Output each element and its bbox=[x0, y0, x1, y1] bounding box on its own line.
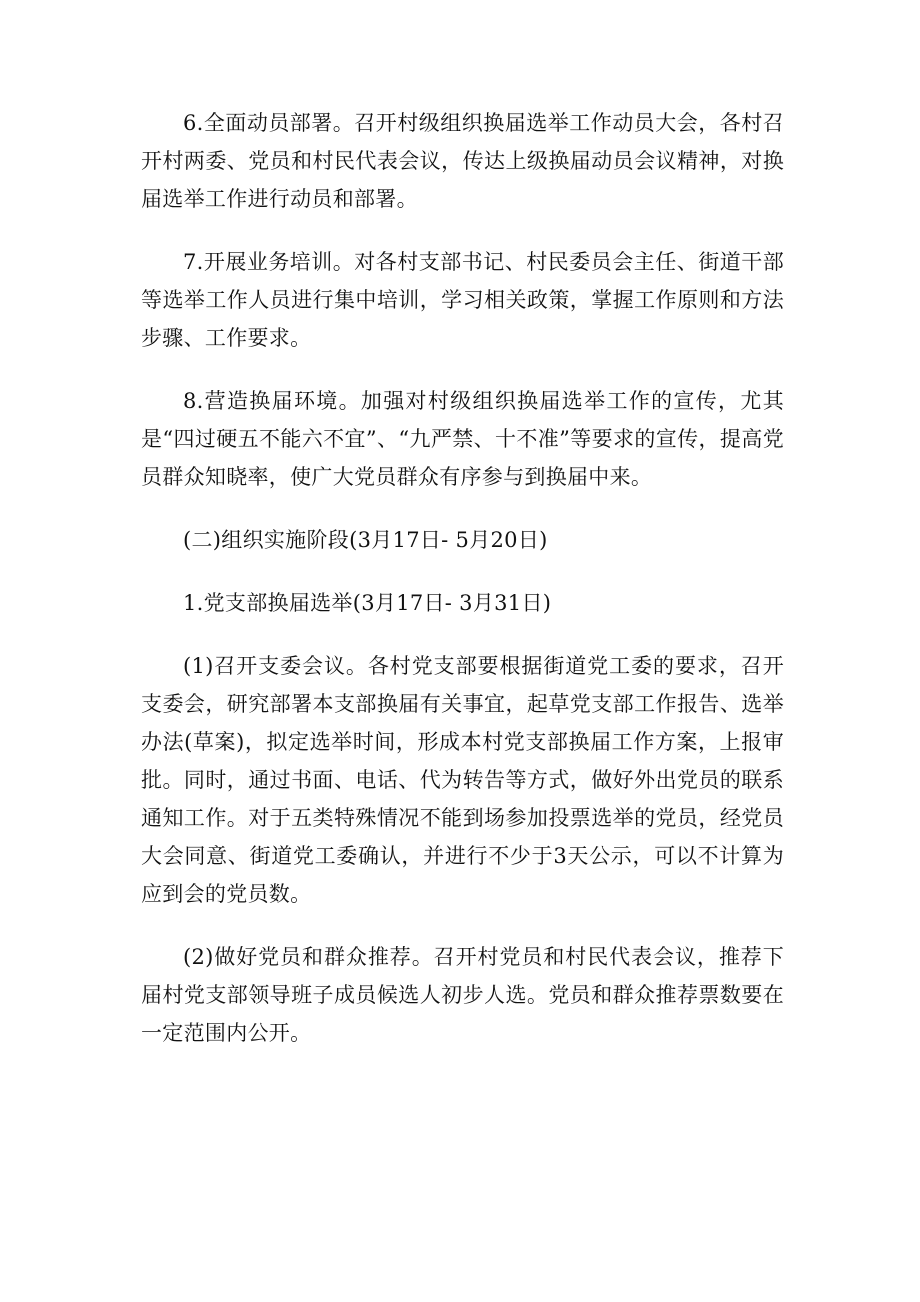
section-heading-implementation: (二)组织实施阶段(3月17日- 5月20日) bbox=[183, 528, 548, 552]
paragraph-committee-meeting: (1)召开支委会议。各村党支部要根据街道党工委的要求，召开支委会，研究部署本支部换届有关事宜，起草党支部工作报告、选举办法(草案)，拟定选举时间，形成本村党支部换届工作方案，上报审批。同时，通过书面、电话、代为转告等方式，做好外出党员的联系通知工作。对于五类特殊情况不能到场参加投票选举的党员，经党员大会同意、街道党工委确认，并进行不少于3天公示，可以不计算为应到会的党员数。 bbox=[141, 654, 784, 906]
paragraph-environment: 8.营造换届环境。加强对村级组织换届选举工作的宣传，尤其是“四过硬五不能六不宜”、“九严禁、十不准”等要求的宣传，提高党员群众知晓率，使广大党员群众有序参与到换届中来。 bbox=[141, 389, 784, 489]
subsection-heading-party-branch: 1.党支部换届选举(3月17日- 3月31日) bbox=[183, 591, 552, 615]
paragraph-training: 7.开展业务培训。对各村支部书记、村民委员会主任、街道干部等选举工作人员进行集中培训，学习相关政策，掌握工作原则和方法步骤、工作要求。 bbox=[141, 250, 784, 350]
paragraph-mobilization: 6.全面动员部署。召开村级组织换届选举工作动员大会，各村召开村两委、党员和村民代表会议，传达上级换届动员会议精神，对换届选举工作进行动员和部署。 bbox=[141, 111, 784, 211]
paragraph-recommendation: (2)做好党员和群众推荐。召开村党员和村民代表会议，推荐下届村党支部领导班子成员候选人初步人选。党员和群众推荐票数要在一定范围内公开。 bbox=[141, 945, 784, 1045]
